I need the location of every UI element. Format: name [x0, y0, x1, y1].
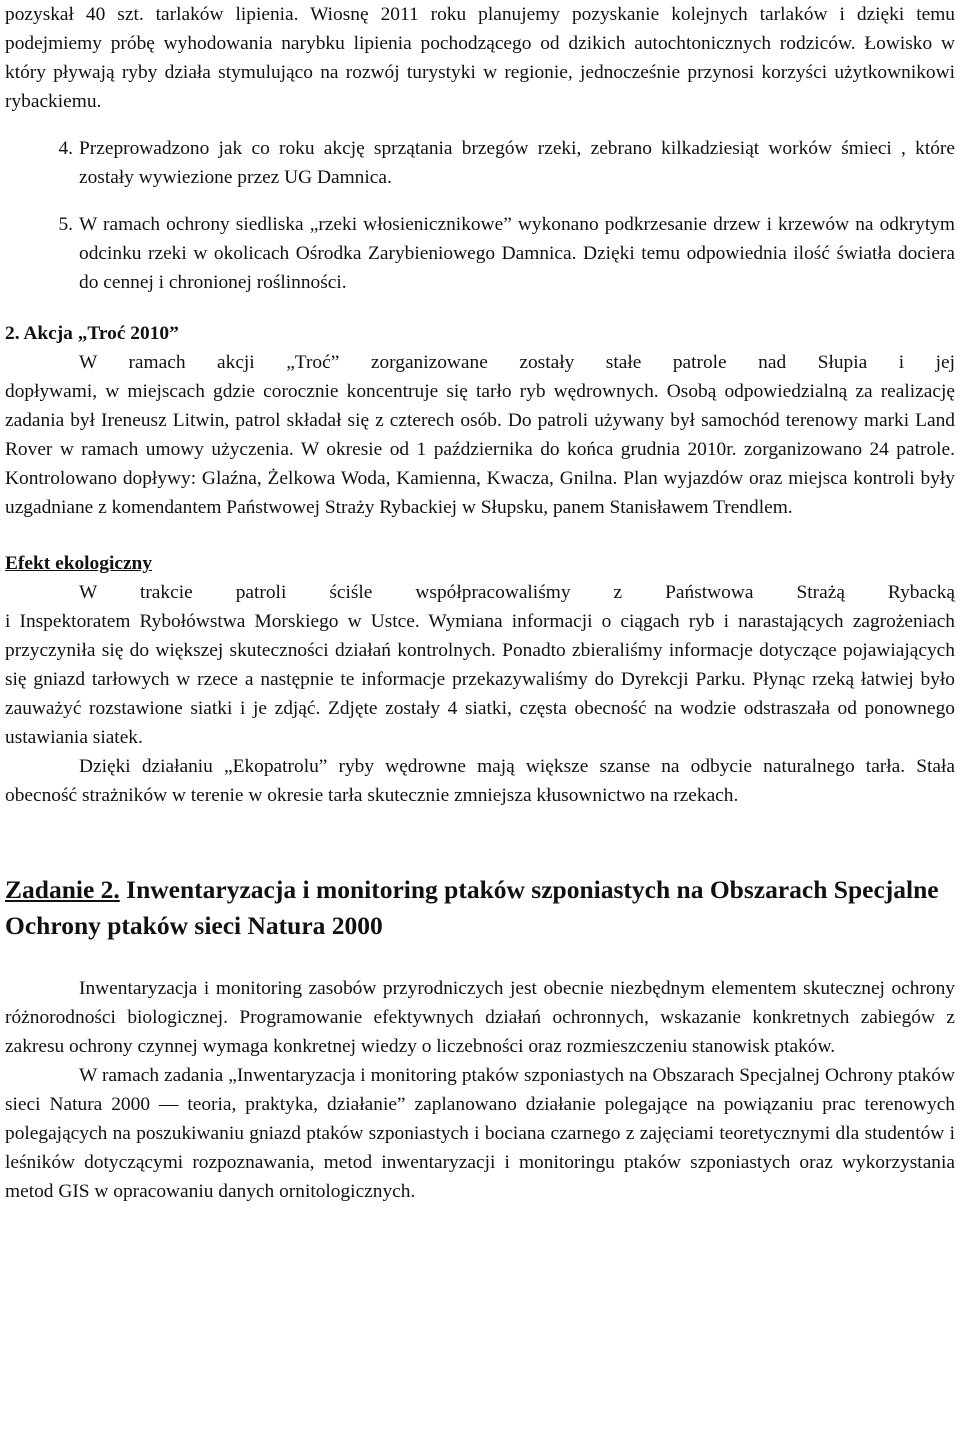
effect-paragraph-2: Dzięki działaniu „Ekopatrolu” ryby wędrowne mają większe szanse na odbycie naturalnego tarła. Stała obecność strażników w terenie w okresie tarła skutecznie zmniejsza kłusownictwo na rzekach.	[5, 756, 955, 806]
task-title-main: Inwentaryzacja i monitoring ptaków szponiastych na Obszarach Specjalne Ochrony ptaków sieci Natura 2000	[5, 875, 939, 940]
subsection-paragraph: dopływami, w miejscach gdzie corocznie koncentruje się tarło ryb wędrownych. Osobą odpowiedzialną za realizację zadania był Ireneusz Litwin, patrol składał się z czterech osób. Do patroli używany był samochód terenowy marki Land Rover w ramach umowy użyczenia. W okresie od 1 października do końca grudnia 2010r. zorganizowano 24 patrole. Kontrolowano dopływy: Glaźna, Żelkowa Woda, Kamienna, Kwacza, Gnilna. Plan wyjazdów oraz miejsca kontroli były uzgadniane z komendantem Państwowej Straży Rybackiej w Słupsku, panem Stanisławem Trendlem.	[5, 381, 955, 518]
task-title-prefix: Zadanie 2.	[5, 875, 120, 904]
list-item	[5, 134, 955, 192]
list-item-number: 4.	[58, 138, 73, 159]
list-item-number: 5.	[58, 214, 73, 235]
document-page	[5, 0, 955, 1206]
effect-heading: Efekt ekologiczny	[5, 553, 153, 574]
intro-paragraph: pozyskał 40 szt. tarlaków lipienia. Wiosnę 2011 roku planujemy pozyskanie kolejnych tarlaków i dzięki temu podejmiemy próbę wyhodowania narybku lipienia pochodzącego od dzikich autochtonicznych rodziców. Łowisko w który pływają ryby działa stymulująco na rozwój turystyki w regionie, jednocześnie przynosi korzyści użytkownikowi rybackiemu.	[5, 4, 955, 112]
effect-first-line: W trakcie patroli ściśle współpracowaliśmy z Państwowa Strażą Rybacką	[79, 582, 955, 603]
list-item-text: W ramach ochrony siedliska „rzeki włosienicznikowe” wykonano podkrzesanie drzew i krzewów na odkrytym odcinku rzeki w okolicach Ośrodka Zarybieniowego Damnica. Dzięki temu odpowiednia ilość światła dociera do cennej i chronionej roślinności.	[79, 214, 955, 293]
subsection-first-line: W ramach akcji „Troć” zorganizowane zostały stałe patrole nad Słupia i jej	[79, 352, 955, 373]
effect-paragraph-1: i Inspektoratem Rybołówstwa Morskiego w Ustce. Wymiana informacji o ciągach ryb i narastających zagrożeniach przyczyniła się do większej skuteczności działań kontrolnych. Ponadto zbieraliśmy informacje dotyczące pojawiających się gniazd tarłowych w rzece a następnie te informacje przekazywaliśmy do Dyrekcji Parku. Płynąc rzeką łatwiej było zauważyć rozstawione siatki i je zdjąć. Zdjęte zostały 4 siatki, częsta obecność na wodzie odstraszała od ponownego ustawiania siatek.	[5, 611, 955, 748]
subsection-heading: 2. Akcja „Troć 2010”	[5, 323, 179, 344]
task-paragraph-1: Inwentaryzacja i monitoring zasobów przyrodniczych jest obecnie niezbędnym elementem skutecznej ochrony różnorodności biologicznej. Programowanie efektywnych działań ochronnych, wskazanie konkretnych zabiegów z zakresu ochrony czynnej wymaga konkretnej wiedzy o liczebności oraz rozmieszczeniu stanowisk ptaków.	[5, 978, 955, 1057]
list-item	[5, 210, 955, 297]
task-title	[5, 872, 955, 944]
task-paragraph-2: W ramach zadania „Inwentaryzacja i monitoring ptaków szponiastych na Obszarach Specjalnej Ochrony ptaków sieci Natura 2000 — teoria, praktyka, działanie” zaplanowano działanie polegające na powiązaniu prac terenowych polegających na poszukiwaniu gniazd ptaków szponiastych i bociana czarnego z zajęciami teoretycznymi dla studentów i leśników dotyczącymi rozpoznawania, metod inwentaryzacji i monitoringu ptaków szponiastych oraz wykorzystania metod GIS w opracowaniu danych ornitologicznych.	[5, 1065, 955, 1202]
list-item-text: Przeprowadzono jak co roku akcję sprzątania brzegów rzeki, zebrano kilkadziesiąt worków śmieci , które zostały wywiezione przez UG Damnica.	[79, 138, 955, 188]
